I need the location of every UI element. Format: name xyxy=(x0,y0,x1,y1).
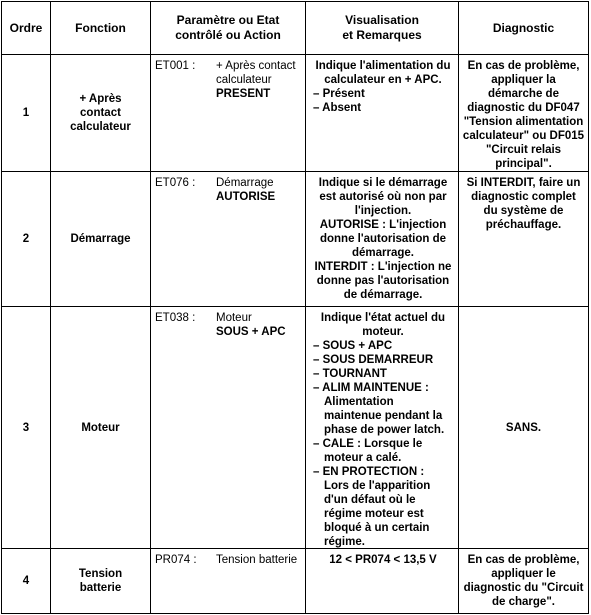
list-item: – ALIM MAINTENUE : Alimentation maintenue pendant la phase de power latch. xyxy=(313,382,445,436)
diagnostic-table xyxy=(1,1,589,614)
parameter-state: PRESENT xyxy=(216,88,271,100)
parameter-label: Démarrage xyxy=(216,177,274,189)
diagnostic-cell: En cas de problème, appliquer le diagnostic du "Circuit de charge". xyxy=(459,549,589,614)
parameter-description xyxy=(216,553,302,567)
parameter-state: SOUS + APC xyxy=(216,326,286,338)
fonction-cell: Tension batterie xyxy=(51,549,151,614)
header-diagnostic: Diagnostic xyxy=(459,2,589,55)
parameter-state: AUTORISE xyxy=(216,191,276,203)
header-parametre: Paramètre ou Etat contrôlé ou Action xyxy=(151,2,306,55)
diagnostic-cell: SANS. xyxy=(459,307,589,549)
visualisation-cell xyxy=(306,172,459,307)
list-item: – EN PROTECTION : Lors de l'apparition d'un défaut où le régime moteur est bloqué à un certain régime. xyxy=(313,466,431,548)
visualisation-text: 12 < PR074 < 13,5 V xyxy=(329,554,437,566)
parametre-cell xyxy=(151,549,306,614)
visualisation-cell xyxy=(306,549,459,614)
fonction-cell: Démarrage xyxy=(51,172,151,307)
visualisation-cell xyxy=(306,55,459,172)
parametre-cell xyxy=(151,172,306,307)
ordre-cell: 3 xyxy=(2,307,51,549)
diagnostic-cell: En cas de problème, appliquer la démarche de diagnostic du DF047 "Tension alimentation calculateur" ou DF015 "Circuit relais principal". xyxy=(459,55,589,172)
ordre-cell: 1 xyxy=(2,55,51,172)
list-item: – SOUS DEMARREUR xyxy=(313,354,434,366)
header-visualisation: Visualisation et Remarques xyxy=(306,2,459,55)
visualisation-text: Indique l'alimentation du calculateur en + APC. xyxy=(315,60,451,86)
parameter-description xyxy=(216,311,302,339)
parametre-cell xyxy=(151,307,306,549)
diagnostic-cell: Si INTERDIT, faire un diagnostic complet du système de préchauffage. xyxy=(459,172,589,307)
header-fonction: Fonction xyxy=(51,2,151,55)
parameter-description xyxy=(216,176,302,204)
list-item: – TOURNANT xyxy=(313,368,387,380)
parameter-code: ET038 : xyxy=(155,312,196,324)
fonction-cell: + Après contact calculateur xyxy=(51,55,151,172)
parameter-code: ET076 : xyxy=(155,177,196,189)
list-item: – Absent xyxy=(313,102,362,114)
visualisation-text: Indique l'état actuel du moteur. xyxy=(320,312,446,338)
list-item: – Présent xyxy=(313,88,365,100)
list-item: – CALE : Lorsque le moteur a calé. xyxy=(313,438,423,464)
list-item: – SOUS + APC xyxy=(313,340,393,352)
ordre-cell: 2 xyxy=(2,172,51,307)
parameter-description xyxy=(216,59,302,101)
fonction-cell: Moteur xyxy=(51,307,151,549)
visualisation-cell xyxy=(306,307,459,549)
parametre-cell xyxy=(151,55,306,172)
parameter-code: ET001 : xyxy=(155,60,196,72)
parameter-label: Tension batterie xyxy=(216,554,298,566)
parameter-code: PR074 : xyxy=(155,554,197,566)
parameter-label: + Après contact calculateur xyxy=(216,60,296,86)
header-ordre: Ordre xyxy=(2,2,51,55)
parameter-label: Moteur xyxy=(216,312,252,324)
ordre-cell: 4 xyxy=(2,549,51,614)
visualisation-text: Indique si le démarrage est autorisé où non par l'injection. AUTORISE : L'injection donne l'autorisation de démarrage. INTERDIT : L'injection ne donne pas l'autorisation de démarrage. xyxy=(314,177,452,301)
visualisation-list xyxy=(313,87,453,115)
visualisation-list xyxy=(313,339,453,549)
